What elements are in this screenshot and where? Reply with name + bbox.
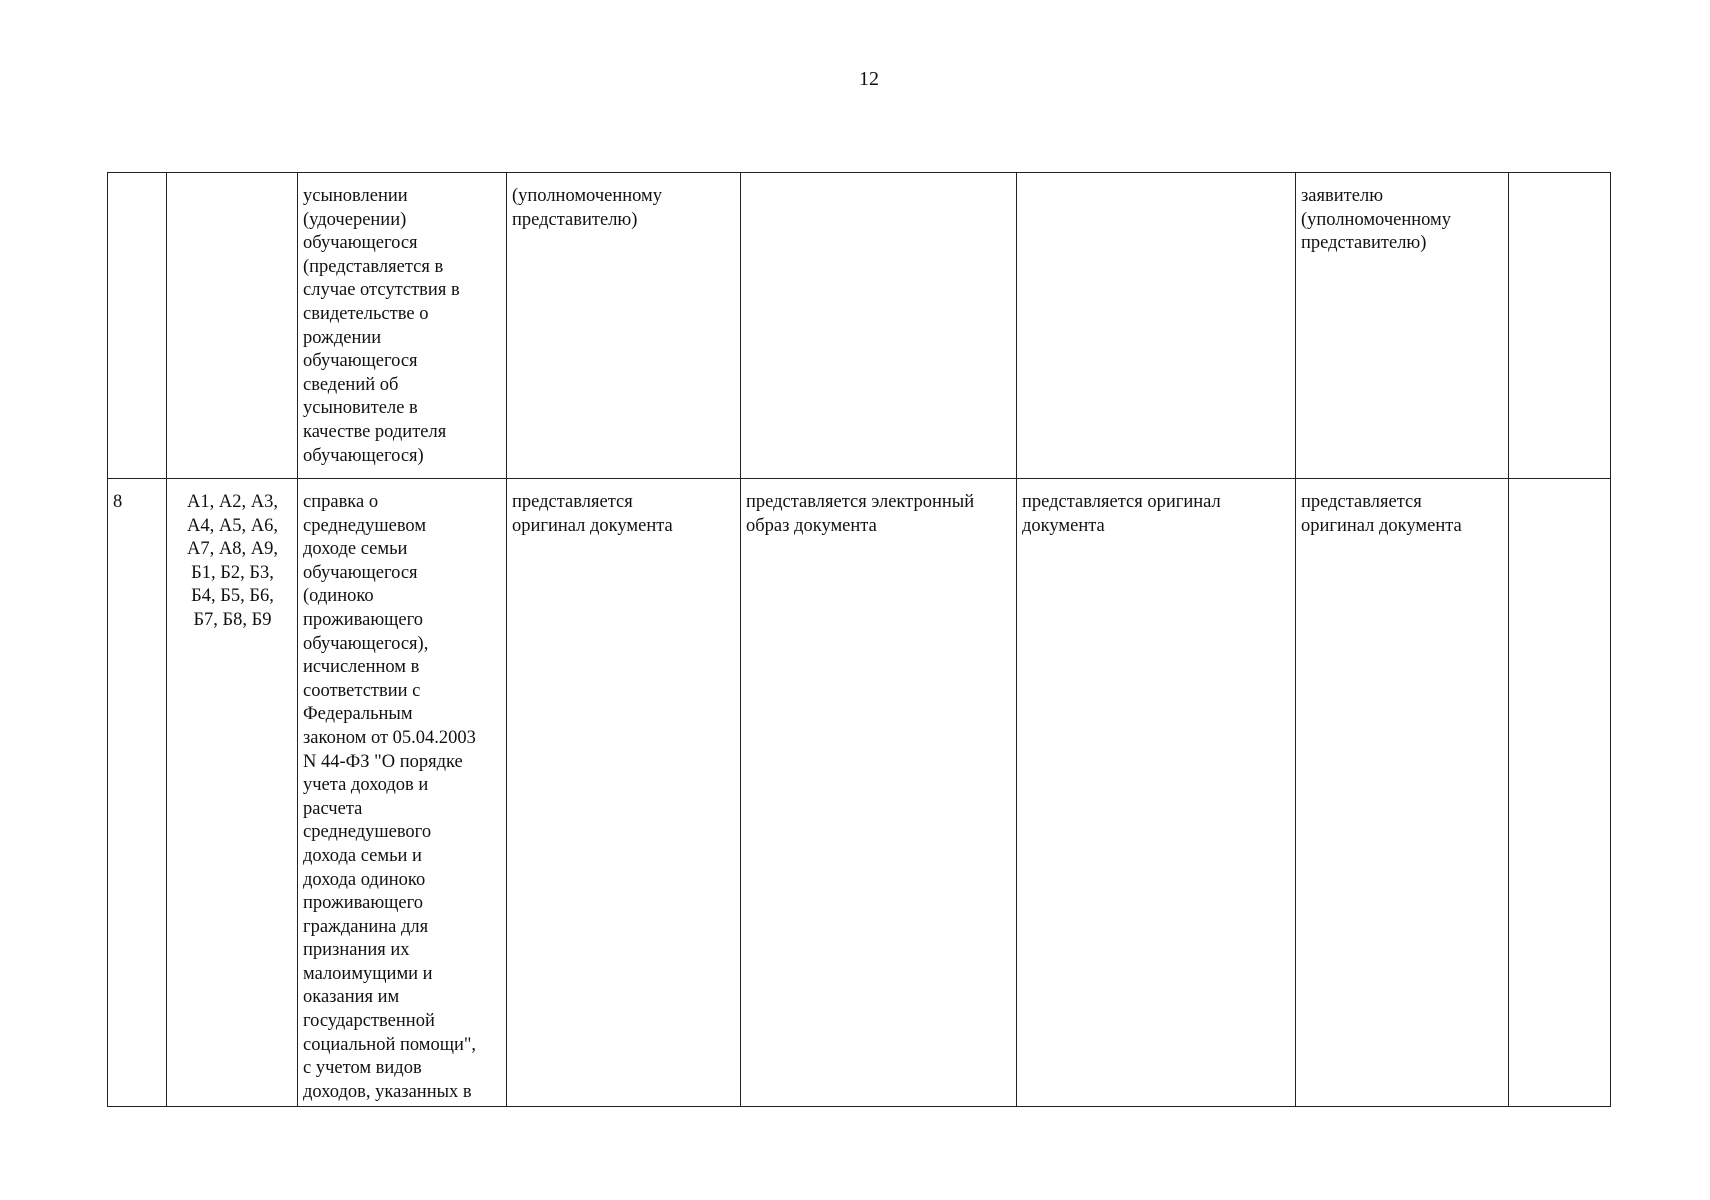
cell-text [303, 185, 502, 468]
text-line: среднедушевого [303, 822, 432, 843]
text-line: оригинал документа [512, 515, 673, 536]
cell-text [512, 185, 736, 232]
text-line: законом от 05.04.2003 [303, 727, 476, 748]
text-line: представляется электронный [746, 492, 975, 512]
text-line: случае отсутствия в [303, 280, 460, 301]
text-line: Б7, Б8, Б9 [193, 609, 272, 630]
text-line: представляется [512, 492, 633, 512]
text-line: социальной помощи", [303, 1034, 477, 1055]
text-line: обучающегося) [303, 445, 424, 466]
text-line: признания их [303, 940, 410, 961]
text-line: с учетом видов [303, 1058, 422, 1079]
text-line: (представляется в [303, 256, 444, 277]
text-line: дохода семьи и [303, 845, 422, 866]
cell-electronic [741, 173, 1017, 479]
text-line: проживающего [303, 609, 423, 630]
cell-text [746, 491, 1012, 538]
text-line: 8 [113, 492, 123, 512]
text-line: рождении [303, 327, 382, 348]
cell-text [303, 491, 502, 1104]
cell-number [108, 479, 167, 1107]
cell-text [1301, 185, 1504, 256]
text-line: оказания им [303, 987, 400, 1008]
text-line: обучающегося [303, 351, 418, 372]
cell-text [172, 491, 293, 633]
text-line: проживающего [303, 893, 423, 914]
table-row [108, 173, 1611, 479]
cell-mfc [1296, 173, 1509, 479]
cell-notes [1509, 173, 1611, 479]
cell-in-person [507, 173, 741, 479]
text-line: качестве родителя [303, 421, 447, 442]
text-line: свидетельстве о [303, 303, 429, 324]
text-line: среднедушевом [303, 515, 427, 536]
text-line: (удочерении) [303, 209, 407, 230]
cell-categories [167, 173, 298, 479]
text-line: соответствии с [303, 680, 421, 701]
text-line: учета доходов и [303, 775, 429, 796]
text-line: представляется оригинал [1022, 492, 1221, 512]
text-line: обучающегося [303, 233, 418, 254]
text-line: А4, А5, А6, [187, 515, 278, 536]
text-line: государственной [303, 1011, 435, 1032]
page-number: 12 [859, 68, 879, 90]
cell-text [113, 491, 162, 515]
text-line: доходе семьи [303, 539, 408, 560]
text-line: N 44-ФЗ "О порядке [303, 751, 463, 772]
text-line: (уполномоченному [1301, 209, 1451, 230]
text-line: справка о [303, 492, 379, 512]
text-line: документа [1022, 515, 1105, 536]
text-line: усыновителе в [303, 398, 418, 419]
text-line: представителю) [1301, 233, 1427, 254]
text-line: доходов, указанных в [303, 1081, 472, 1102]
cell-categories [167, 479, 298, 1107]
text-line: (уполномоченному [512, 186, 662, 206]
text-line: оригинал документа [1301, 515, 1462, 536]
cell-text [512, 491, 736, 538]
cell-by-mail [1017, 479, 1296, 1107]
text-line: малоимущими и [303, 963, 433, 984]
document-table [107, 172, 1611, 1107]
text-line: Федеральным [303, 704, 413, 725]
cell-mfc [1296, 479, 1509, 1107]
text-line: заявителю [1301, 186, 1384, 206]
table-row [108, 479, 1611, 1107]
text-line: сведений об [303, 374, 399, 395]
cell-document-name [298, 173, 507, 479]
text-line: представляется [1301, 492, 1422, 512]
text-line: расчета [303, 798, 363, 819]
text-line: Б1, Б2, Б3, [191, 562, 274, 583]
text-line: А1, А2, А3, [187, 492, 278, 512]
cell-text [1301, 491, 1504, 538]
cell-notes [1509, 479, 1611, 1107]
cell-in-person [507, 479, 741, 1107]
text-line: исчисленном в [303, 657, 420, 678]
text-line: образ документа [746, 515, 877, 536]
cell-text [1022, 491, 1291, 538]
cell-by-mail [1017, 173, 1296, 479]
cell-number [108, 173, 167, 479]
text-line: А7, А8, А9, [187, 539, 278, 560]
text-line: представителю) [512, 209, 638, 230]
text-line: дохода одиноко [303, 869, 426, 890]
text-line: (одиноко [303, 586, 374, 607]
cell-electronic [741, 479, 1017, 1107]
cell-document-name [298, 479, 507, 1107]
text-line: усыновлении [303, 186, 408, 206]
text-line: обучающегося [303, 562, 418, 583]
text-line: гражданина для [303, 916, 429, 937]
text-line: обучающегося), [303, 633, 429, 654]
text-line: Б4, Б5, Б6, [191, 586, 274, 607]
